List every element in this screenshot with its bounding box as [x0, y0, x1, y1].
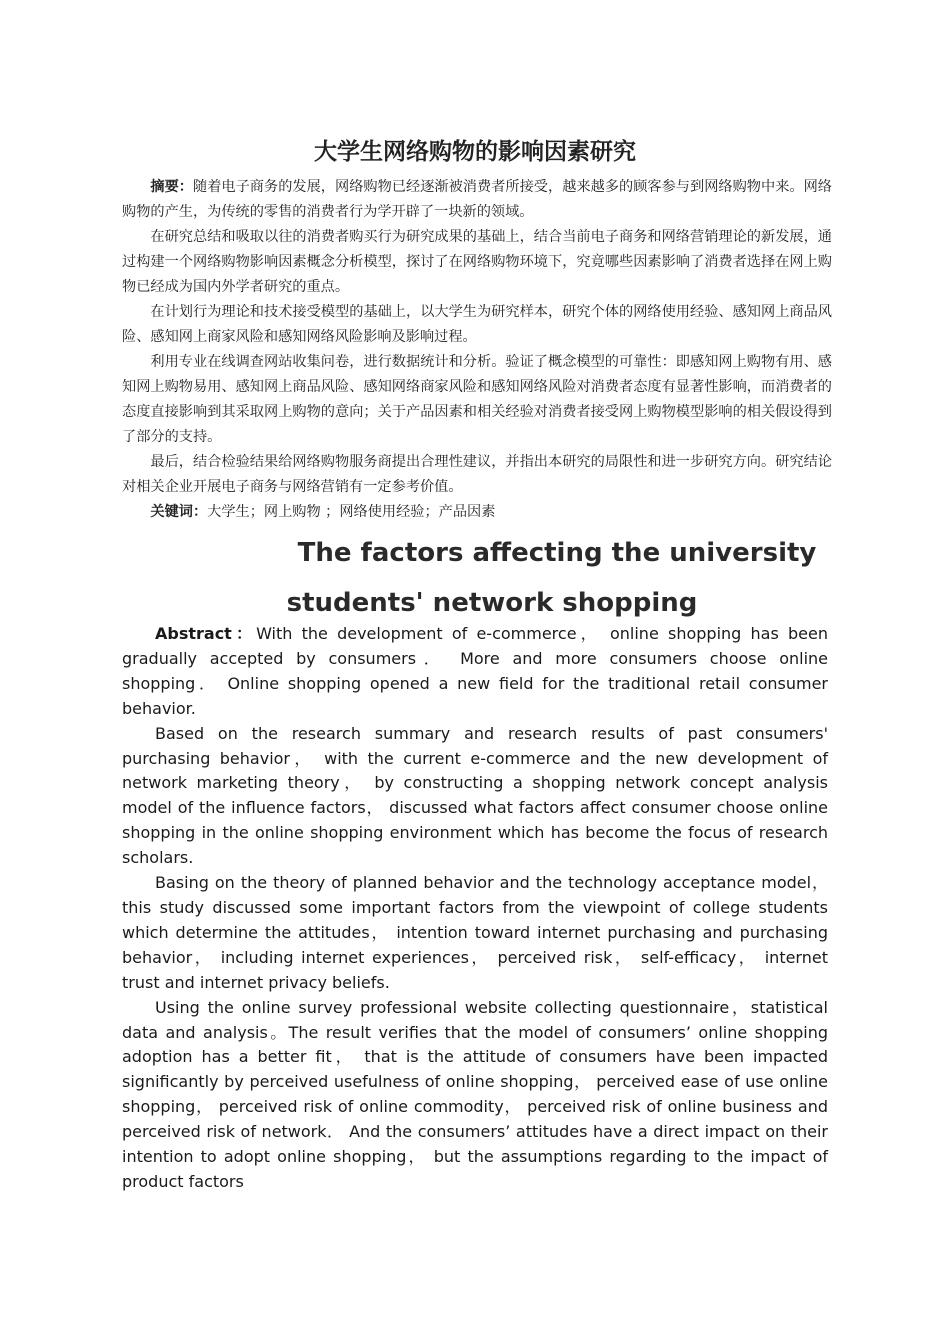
- cn-abstract-label: 摘要：: [150, 179, 193, 195]
- cn-abstract-paragraph-5: 最后，结合检验结果给网络购物服务商提出合理性建议，并指出本研究的局限性和进一步研究方向。研究结论对相关企业开展电子商务与网络营销有一定参考价值。: [122, 454, 832, 495]
- en-abstract-paragraph-2: Based on the research summary and research results of past consumers' purchasing behavior， with the current e-commerce and the new development of network marketing theory， by constructing a shopping network concept analysis model of the influence factors， discussed what factors affect consumer choose online shopping in the online shopping environment which has become the focus of research scholars.: [122, 723, 828, 868]
- english-title-line-2: students' network shopping: [286, 588, 698, 618]
- en-abstract-text-1: With the development of e-commerce， online shopping has been gradually accepted by consumers． More and more consumers choose online shopping． Online shopping opened a new field for the traditional retail consumer behavior.: [122, 624, 829, 718]
- cn-abstract-paragraph-2: 在研究总结和吸取以往的消费者购买行为研究成果的基础上，结合当前电子商务和网络营销理论的新发展，通过构建一个网络购物影响因素概念分析模型，探讨了在网络购物环境下，究竟哪些因素影响了消费者选择在网上购物已经成为国内外学者研究的重点。: [122, 229, 832, 295]
- english-title-line-1: The factors affecting the university: [297, 538, 817, 568]
- english-abstract: [122, 622, 828, 1195]
- en-abstract-paragraph-3: Basing on the theory of planned behavior and the technology acceptance model， this study discussed some important factors from the viewpoint of college students which determine the attitudes， intention toward internet purchasing and purchasing behavior， including internet experiences， perceived risk， self-efficacy， internet trust and internet privacy beliefs.: [122, 873, 828, 992]
- en-abstract-label: Abstract：: [155, 624, 257, 643]
- cn-keywords: [122, 500, 832, 525]
- cn-abstract-paragraph-4: 利用专业在线调查网站收集问卷，进行数据统计和分析。验证了概念模型的可靠性：即感知网上购物有用、感知网上购物易用、感知网上商品风险、感知网络商家风险和感知网络风险对消费者态度有显著性影响，而消费者的态度直接影响到其采取网上购物的意向；关于产品因素和相关经验对消费者接受网上购物模型影响的相关假设得到了部分的支持。: [122, 354, 832, 445]
- cn-keywords-text: 大学生；网上购物 ；网络使用经验；产品因素: [207, 504, 496, 520]
- chinese-abstract: [122, 175, 832, 525]
- en-abstract-paragraph-1: [122, 622, 828, 722]
- chinese-title: 大学生网络购物的影响因素研究: [314, 139, 636, 165]
- english-title: [122, 528, 882, 628]
- en-abstract-paragraph-4: Using the online survey professional website collecting questionnaire，statistical data and analysis。The result verifies that the model of consumers’ online shopping adoption has a better fit， that is the attitude of consumers have been impacted significantly by perceived usefulness of online shopping， perceived ease of use online shopping， perceived risk of online commodity， perceived risk of online business and perceived risk of network． And the consumers’ attitudes have a direct impact on their intention to adopt online shopping， but the assumptions regarding to the impact of product factors: [122, 997, 828, 1191]
- cn-abstract-paragraph-3: 在计划行为理论和技术接受模型的基础上，以大学生为研究样本，研究个体的网络使用经验、感知网上商品风险、感知网上商家风险和感知网络风险影响及影响过程。: [122, 304, 832, 345]
- cn-abstract-text-1: 随着电子商务的发展，网络购物已经逐渐被消费者所接受，越来越多的顾客参与到网络购物中来。网络购物的产生，为传统的零售的消费者行为学开辟了一块新的领域。: [122, 179, 832, 220]
- cn-keywords-label: 关键词：: [150, 504, 208, 520]
- cn-abstract-paragraph-1: [122, 175, 832, 225]
